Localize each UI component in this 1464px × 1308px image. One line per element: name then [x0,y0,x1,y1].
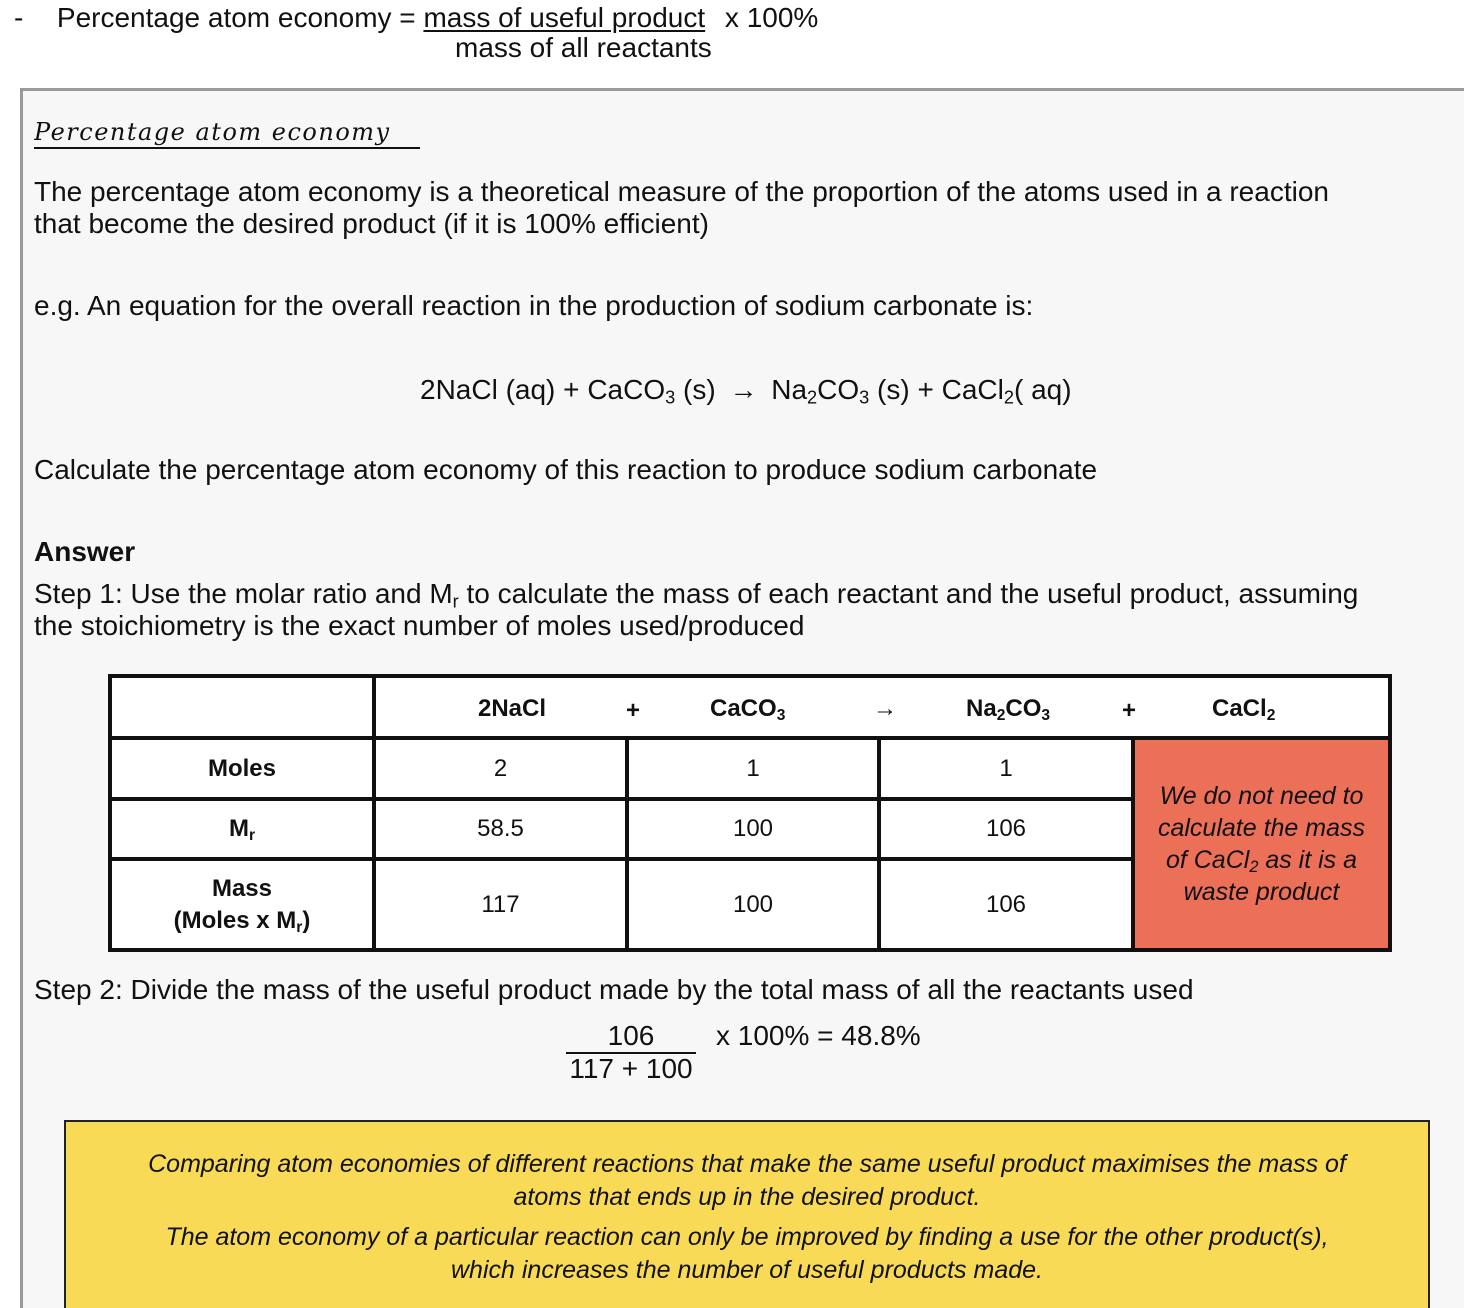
step-1-line-1: Step 1: Use the molar ratio and Mr to calculate the mass of each reactant and the useful product, assuming [34,578,1359,612]
row-label-moles: Moles [110,738,374,798]
heading-text: Percentage atom economy [34,118,391,146]
callout-line-3: The atom economy of a particular reaction can only be improved by finding a use for the other product(s), [165,1223,1329,1251]
plus-sign: + [563,374,580,405]
header-cacl2: CaCl2 [1212,695,1276,724]
formula-label: Percentage atom economy = [56,2,416,33]
table-row [110,738,1390,798]
callout-box [64,1120,1430,1308]
example-intro: e.g. An equation for the overall reaction in the production of sodium carbonate is: [34,290,1034,321]
callout-line-4: which increases the number of useful products made. [451,1256,1043,1284]
atom-economy-formula [14,2,818,34]
cell-nacl-mr: 58.5 [374,799,627,859]
cell-na2co3-mr: 106 [879,799,1133,859]
row-label-mr: Mr [110,799,374,859]
formula-numerator: mass of useful product [423,2,706,33]
formula-denominator: mass of all reactants [455,32,712,63]
cell-na2co3-moles: 1 [879,738,1133,798]
bullet-dash: - [14,2,24,33]
mass-calculation-table [108,674,1392,952]
table-header-row [110,676,1390,738]
reaction-arrow: → [729,374,758,405]
question-text: Calculate the percentage atom economy of this reaction to produce sodium carbonate [34,454,1098,485]
step-1-line-2: the stoichiometry is the exact number of moles used/produced [34,610,805,641]
definition-line-2: that become the desired product (if it is 100% efficient) [34,208,709,239]
cell-nacl-mass: 117 [374,859,627,950]
cell-nacl-moles: 2 [374,738,627,798]
header-nacl: 2NaCl [478,695,547,722]
reactant-nacl: 2NaCl (aq) [420,374,556,405]
handwritten-heading [34,112,434,158]
formula-multiplier: x 100% [724,2,819,33]
callout-line-2: atoms that ends up in the desired product. [513,1183,981,1211]
header-plus-2: + [1122,697,1137,724]
header-caco3: CaCO3 [710,695,786,724]
calculation-result: x 100% = 48.8% [716,1020,921,1051]
cell-caco3-mr: 100 [627,799,879,859]
fraction-denominator: 117 + 100 [569,1053,693,1084]
cell-caco3-moles: 1 [627,738,879,798]
plus-sign: + [917,374,934,405]
definition-line-1: The percentage atom economy is a theoretical measure of the proportion of the atoms used in a reaction [34,176,1329,207]
reaction-equation [420,374,1072,406]
row-label-mass: Mass (Moles x Mr) [110,859,374,950]
header-plus-1: + [626,697,641,724]
product-na2co3: Na2CO3 (s) [771,374,910,408]
cell-caco3-mass: 100 [627,859,879,950]
cell-na2co3-mass: 106 [879,859,1133,950]
fraction-numerator: 106 [566,1020,696,1054]
reactant-caco3: CaCO3 (s) [587,374,716,408]
step-2-text: Step 2: Divide the mass of the useful product made by the total mass of all the reactants used [34,974,1194,1005]
answer-label: Answer [34,536,136,567]
callout-line-1: Comparing atom economies of different reactions that make the same useful product maximises the mass of [148,1150,1346,1178]
header-na2co3: Na2CO3 [966,695,1051,724]
waste-product-note: We do not need to calculate the mass of CaCl2 as it is a waste product [1133,738,1390,950]
header-arrow: → [873,695,897,722]
calculation-fraction [566,1020,696,1084]
table-corner-cell [110,676,374,738]
table-header-formula [374,676,1390,738]
product-cacl2: CaCl2( aq) [941,374,1072,408]
